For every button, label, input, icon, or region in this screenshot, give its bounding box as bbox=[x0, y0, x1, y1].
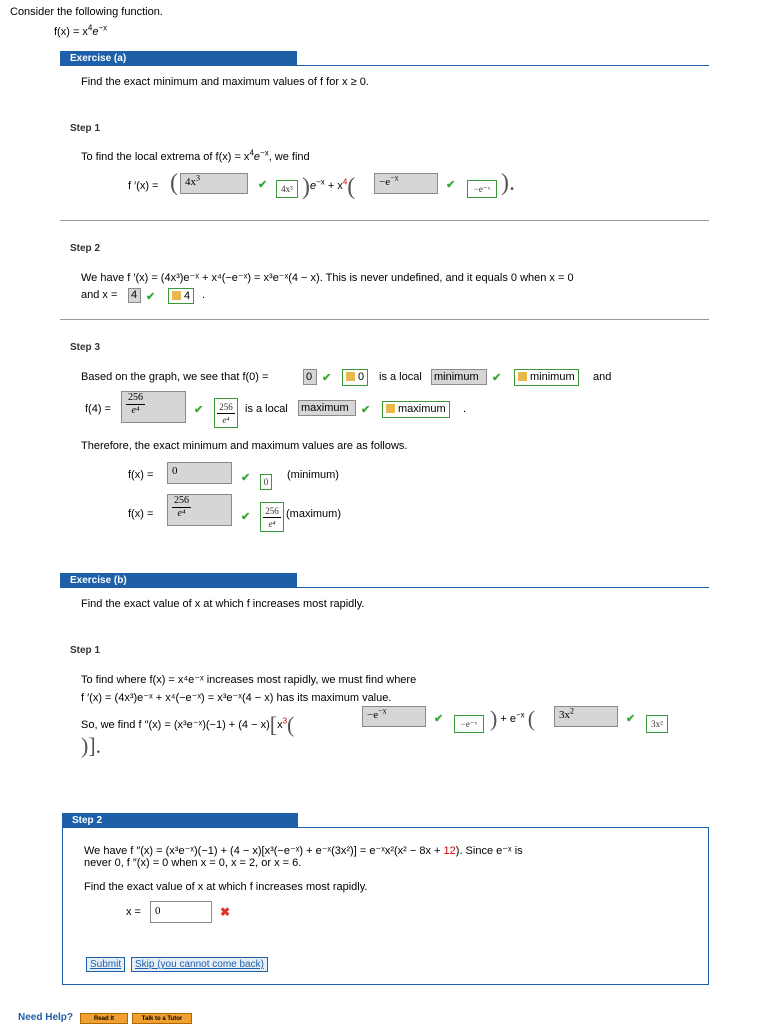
key-icon bbox=[346, 372, 355, 381]
a-step3-answer-min bbox=[514, 369, 579, 386]
fmin-label: f(x) = bbox=[128, 469, 154, 481]
b-step1-mid: ) + $e^{-x}$ ( bbox=[490, 706, 536, 731]
f4-input-numerator: 256 bbox=[128, 392, 143, 403]
need-help-label: Need Help? bbox=[18, 1012, 74, 1023]
f4-answer-numerator: 256 bbox=[219, 402, 233, 412]
a-step3-answer-f0 bbox=[342, 369, 368, 386]
fmax-answer bbox=[260, 502, 284, 532]
b-step1-plus: + e bbox=[500, 713, 516, 725]
a-step1-text: To find the local extrema of $f(x) = x^4e^{-x}$, we find bbox=[81, 148, 310, 163]
b-step1-line3-text: So, we find f ″(x) = (x³e⁻ˣ)(−1) + (4 − x) bbox=[81, 719, 270, 731]
b-step1-input-1[interactable]: $-e^{-x}$ bbox=[362, 706, 426, 727]
b-step1-answer-2: 3x² bbox=[646, 715, 668, 733]
b-step1-answer-1: −e⁻ˣ bbox=[454, 715, 484, 733]
is-local-text: is a local bbox=[379, 371, 422, 383]
a-step2-input[interactable]: 4 bbox=[128, 288, 141, 303]
function-def-text: f(x) = x bbox=[54, 26, 88, 38]
a-step1-text-main: To find the local extrema of f(x) = x bbox=[81, 151, 250, 163]
a-step2-answer bbox=[168, 288, 194, 304]
a-step3-answer-max-value: maximum bbox=[398, 403, 446, 415]
check-icon: ✔ bbox=[492, 372, 502, 384]
b-step1-line2: f ′(x) = (4x³)e⁻ˣ + x⁴(−e⁻ˣ) = x³e⁻ˣ(4 − x) has its maximum value. bbox=[81, 692, 392, 704]
check-icon: ✔ bbox=[241, 511, 251, 523]
check-icon: ✔ bbox=[194, 404, 204, 416]
check-icon: ✔ bbox=[626, 713, 636, 725]
b-step2-line1b: 12 bbox=[443, 845, 456, 857]
therefore-text: Therefore, the exact minimum and maximum values are as follows. bbox=[81, 440, 408, 452]
key-icon bbox=[172, 291, 181, 300]
exercise-b-header: Exercise (b) bbox=[60, 573, 297, 588]
and-text: and bbox=[593, 371, 612, 383]
a-step3-input-f4[interactable] bbox=[121, 391, 186, 423]
b-step1-input-2-value: 3x bbox=[559, 709, 570, 721]
a-step1-answer-1: 4x³ bbox=[276, 180, 298, 198]
b-step1-line3: So, we find f ″(x) = (x³e⁻ˣ)(−1) + $(4 - x)[x^3$( bbox=[81, 712, 295, 737]
fmin-input[interactable]: 0 bbox=[167, 462, 232, 484]
b-step2-header: Step 2 bbox=[62, 813, 298, 828]
period: . bbox=[202, 289, 206, 301]
b-step2-line1 bbox=[84, 844, 523, 857]
period: . bbox=[463, 403, 467, 415]
b-step2-prompt: Find the exact value of x at which f increases most rapidly. bbox=[84, 881, 368, 893]
exercise-a-header: Exercise (a) bbox=[60, 51, 297, 66]
fmax-label: f(x) = bbox=[128, 508, 154, 520]
a-step1-input-1[interactable]: $4x^3$ bbox=[180, 173, 248, 194]
a-step1-label: Step 1 bbox=[70, 123, 101, 134]
f4-input-denominator: e⁴ bbox=[131, 405, 140, 416]
a-step3-line1: Based on the graph, we see that f(0) = bbox=[81, 371, 269, 383]
a-step1-input-2-value: −e bbox=[379, 176, 391, 188]
check-icon: ✔ bbox=[241, 472, 251, 484]
submit-button[interactable]: Submit bbox=[86, 957, 125, 972]
fmax-input[interactable] bbox=[167, 494, 232, 526]
a-step3-input-min[interactable]: minimum bbox=[431, 369, 487, 385]
a-step2-line1: We have f ′(x) = (4x³)e⁻ˣ + x⁴(−e⁻ˣ) = x³e⁻ˣ(4 − x). This is never undefined, and it equals 0 when x = 0 bbox=[81, 272, 574, 284]
fmax-word: (maximum) bbox=[286, 508, 341, 520]
fmax-answer-denominator: e⁴ bbox=[268, 519, 276, 529]
b-step1-input-1-value: −e bbox=[367, 709, 379, 721]
skip-button[interactable]: Skip (you cannot come back) bbox=[131, 957, 268, 972]
fraction bbox=[263, 505, 281, 530]
divider bbox=[60, 220, 709, 221]
b-step1-label: Step 1 bbox=[70, 645, 101, 656]
check-icon: ✔ bbox=[322, 372, 332, 384]
fmax-answer-numerator: 256 bbox=[265, 506, 279, 516]
b-step2-line1a: We have f ″(x) = (x³e⁻ˣ)(−1) + (4 − x)[x³(−e⁻ˣ) + e⁻ˣ(3x²)] = e⁻ˣx²(x² − 8x + bbox=[84, 845, 444, 857]
key-icon bbox=[518, 372, 527, 381]
check-icon: ✔ bbox=[146, 291, 156, 303]
b-step1-input-2[interactable]: $3x^2$ bbox=[554, 706, 618, 727]
function-def: $f(x) = x^4e^{-x}$ bbox=[54, 23, 108, 38]
open-paren: ( bbox=[170, 170, 178, 196]
exercise-b-rule bbox=[60, 587, 709, 588]
fmax-input-numerator: 256 bbox=[174, 495, 189, 506]
b-step1-line1: To find where f(x) = x⁴e⁻ˣ increases most rapidly, we must find where bbox=[81, 674, 417, 686]
fmax-input-denominator: e⁴ bbox=[177, 508, 186, 519]
key-icon bbox=[386, 404, 395, 413]
intro-text: Consider the following function. bbox=[10, 6, 163, 18]
check-icon: ✔ bbox=[434, 713, 444, 725]
close-paren: ). bbox=[501, 170, 515, 196]
exercise-a-prompt: Find the exact minimum and maximum values of f for x ≥ 0. bbox=[81, 76, 369, 88]
b-step1-close: )]. bbox=[81, 733, 102, 758]
fraction bbox=[126, 392, 145, 417]
x-label: x = bbox=[126, 906, 141, 918]
a-step1-input-2[interactable]: $-e^{-x}$ bbox=[374, 173, 438, 194]
read-it-button[interactable]: Read It bbox=[80, 1013, 128, 1024]
b-step2-line2: never 0, f ″(x) = 0 when x = 0, x = 2, or x = 6. bbox=[84, 857, 302, 869]
exercise-b-prompt: Find the exact value of x at which f increases most rapidly. bbox=[81, 598, 365, 610]
check-icon: ✔ bbox=[258, 179, 268, 191]
a-step2-line2: and x = bbox=[81, 289, 118, 301]
fraction bbox=[217, 401, 235, 426]
f4-answer-denominator: e⁴ bbox=[222, 415, 230, 425]
a-step2-label: Step 2 bbox=[70, 243, 101, 254]
exercise-a-rule bbox=[60, 65, 709, 66]
a-step2-answer-value: 4 bbox=[184, 290, 191, 302]
a-step3-answer-max bbox=[382, 401, 450, 418]
f4-label: f(4) = bbox=[85, 403, 111, 415]
divider bbox=[60, 319, 709, 320]
a-step1-fprime: f ′(x) = bbox=[128, 180, 159, 192]
a-step3-input-max[interactable]: maximum bbox=[298, 400, 356, 416]
a-step1-mid: )$e^{-x} + x^4$( bbox=[302, 174, 356, 200]
a-step3-answer-f4 bbox=[214, 398, 238, 428]
a-step3-label: Step 3 bbox=[70, 342, 101, 353]
a-step3-input-f0[interactable]: 0 bbox=[303, 369, 317, 385]
is-local-text-2: is a local bbox=[245, 403, 288, 415]
wrong-icon: ✖ bbox=[220, 905, 231, 919]
fmin-answer: 0 bbox=[260, 474, 272, 490]
a-step1-text-end: , we find bbox=[268, 151, 310, 163]
fraction bbox=[172, 495, 191, 520]
talk-to-tutor-button[interactable]: Talk to a Tutor bbox=[132, 1013, 192, 1024]
check-icon: ✔ bbox=[446, 179, 456, 191]
a-step1-answer-2: −e⁻ˣ bbox=[467, 180, 497, 198]
a-step3-answer-f0-value: 0 bbox=[358, 371, 365, 383]
a-step1-input-1-value: 4x bbox=[185, 176, 196, 188]
a-step3-answer-min-value: minimum bbox=[530, 371, 575, 383]
b-step2-line1c: ). Since e⁻ˣ is bbox=[455, 845, 523, 857]
x-input[interactable]: 0 bbox=[150, 901, 212, 923]
check-icon: ✔ bbox=[361, 404, 371, 416]
fmin-word: (minimum) bbox=[287, 469, 339, 481]
